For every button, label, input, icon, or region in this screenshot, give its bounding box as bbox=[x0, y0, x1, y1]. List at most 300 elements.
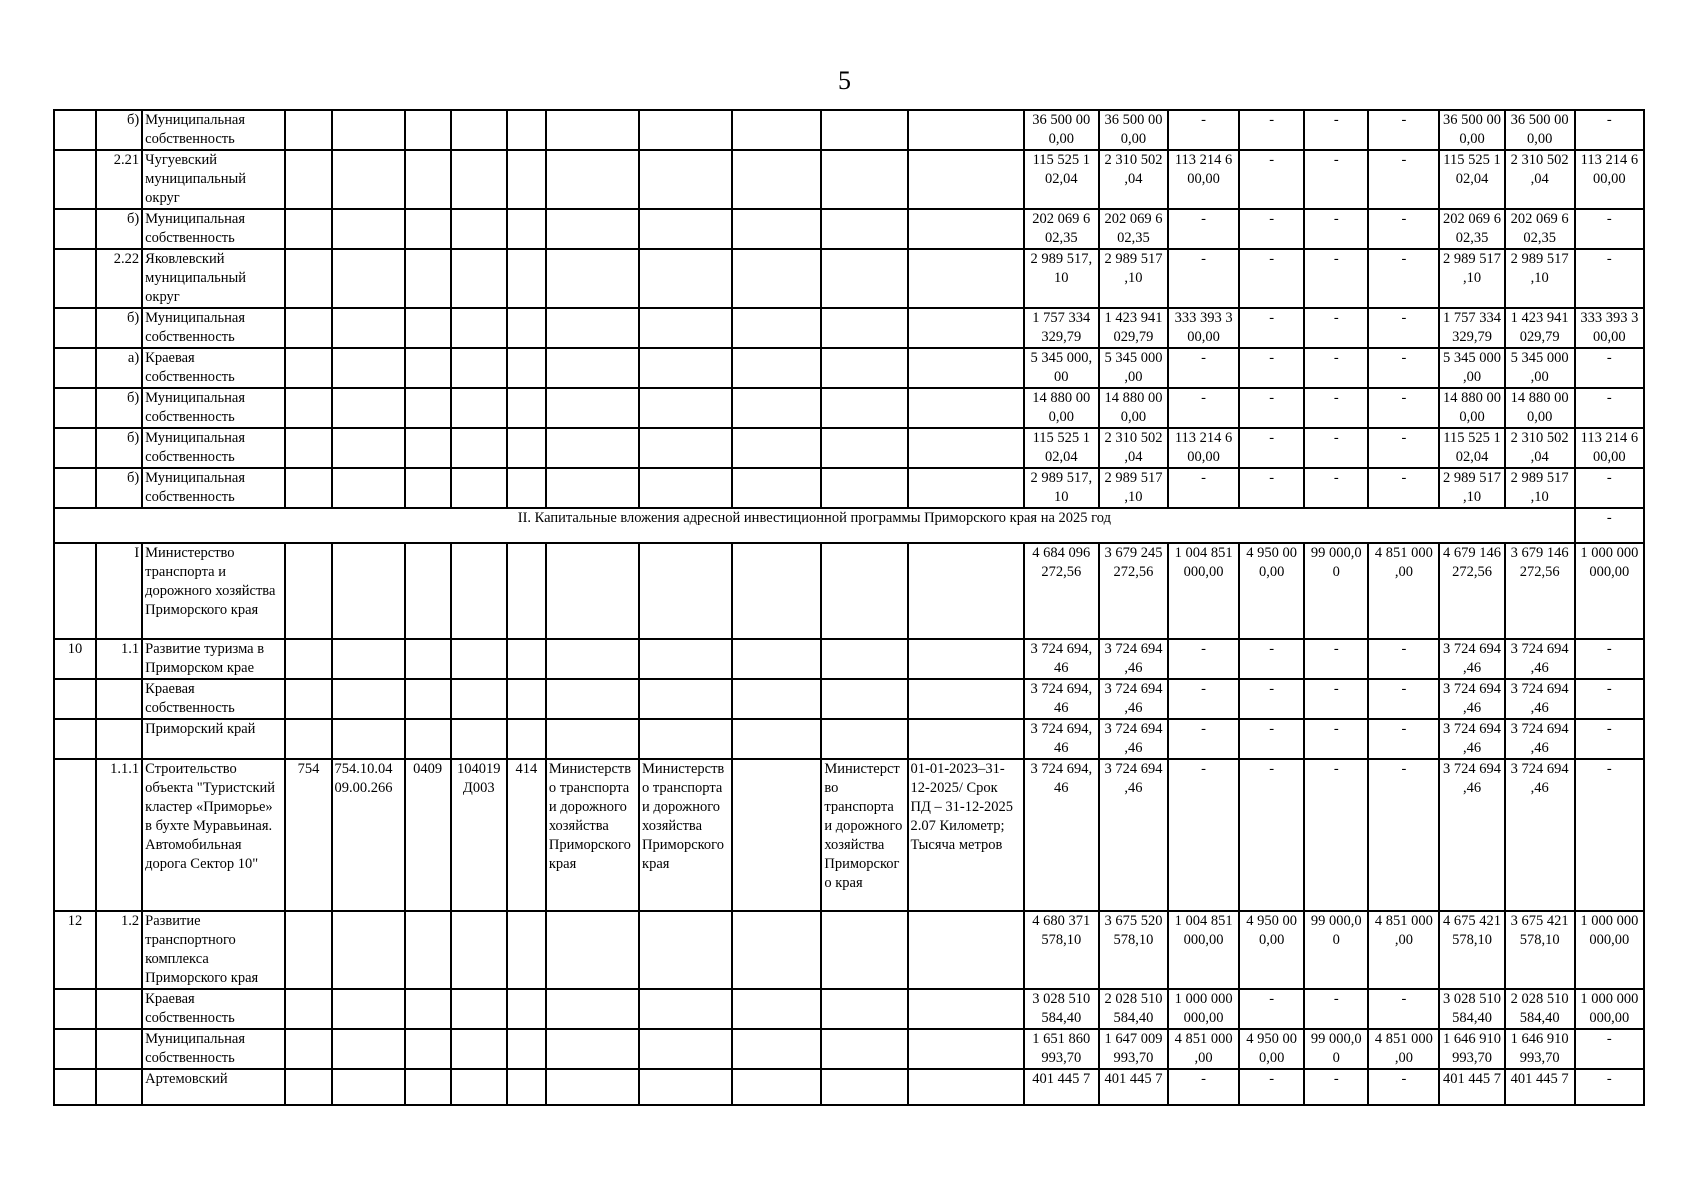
table-cell-col-8 bbox=[507, 468, 546, 508]
table-cell-col-21: 3 675 421 578,10 bbox=[1505, 911, 1575, 989]
table-cell-col-14: 3 724 694, 46 bbox=[1024, 719, 1099, 759]
table-cell-col-16: - bbox=[1168, 110, 1239, 150]
table-cell-col-18: - bbox=[1304, 209, 1368, 249]
table-cell-col-21: 3 679 146 272,56 bbox=[1505, 543, 1575, 639]
table-cell-col-19: - bbox=[1368, 249, 1439, 308]
table-cell-col-2: 2.22 bbox=[96, 249, 142, 308]
table-cell-col-6 bbox=[405, 209, 451, 249]
table-cell-col-7 bbox=[451, 308, 507, 348]
table-cell-col-22: - bbox=[1575, 348, 1644, 388]
table-cell-col-2: б) bbox=[96, 428, 142, 468]
table-cell-col-1 bbox=[54, 719, 96, 759]
table-cell-col-9 bbox=[546, 348, 639, 388]
table-cell-col-2: б) bbox=[96, 308, 142, 348]
table-cell-col-9 bbox=[546, 989, 639, 1029]
table-cell-col-15: 1 423 941 029,79 bbox=[1099, 308, 1168, 348]
table-cell-col-20: 115 525 1 02,04 bbox=[1439, 428, 1504, 468]
table-cell-col-22: - bbox=[1575, 110, 1644, 150]
table-cell-col-22: - bbox=[1575, 468, 1644, 508]
table-cell-col-9: Министерство транспорта и дорожного хозяйства Приморского края bbox=[546, 759, 639, 911]
table-cell-col-19: 4 851 000 ,00 bbox=[1368, 911, 1439, 989]
table-cell-col-16: - bbox=[1168, 639, 1239, 679]
table-cell-col-15: 1 647 009 993,70 bbox=[1099, 1029, 1168, 1069]
table-cell-col-15: 401 445 7 bbox=[1099, 1069, 1168, 1105]
table-cell-col-14: 3 724 694, 46 bbox=[1024, 759, 1099, 911]
table-cell-col-21: 202 069 6 02,35 bbox=[1505, 209, 1575, 249]
table-cell-col-15: 3 724 694 ,46 bbox=[1099, 639, 1168, 679]
table-cell-col-14: 1 757 334 329,79 bbox=[1024, 308, 1099, 348]
table-cell-col-3: Муниципальная собственность bbox=[142, 308, 285, 348]
table-cell-col-12 bbox=[821, 428, 907, 468]
table-cell-col-5 bbox=[332, 468, 405, 508]
table-cell-col-21: 2 989 517 ,10 bbox=[1505, 468, 1575, 508]
table-cell-col-5: 754.10.04 09.00.266 bbox=[332, 759, 405, 911]
table-cell-col-13 bbox=[908, 679, 1024, 719]
table-cell-col-8 bbox=[507, 348, 546, 388]
table-cell-col-7 bbox=[451, 1069, 507, 1105]
table-cell-col-11 bbox=[732, 428, 821, 468]
table-cell-col-14: 2 989 517, 10 bbox=[1024, 468, 1099, 508]
table-cell-col-10 bbox=[639, 1069, 732, 1105]
table-cell-col-21: 1 423 941 029,79 bbox=[1505, 308, 1575, 348]
table-cell-col-16: - bbox=[1168, 1069, 1239, 1105]
table-cell-col-12 bbox=[821, 1029, 907, 1069]
table-cell-col-19: - bbox=[1368, 348, 1439, 388]
table-cell-col-12 bbox=[821, 348, 907, 388]
table-cell-col-10: Министерство транспорта и дорожного хозяйства Приморского края bbox=[639, 759, 732, 911]
table-cell-col-3: Министерство транспорта и дорожного хозяйства Приморского края bbox=[142, 543, 285, 639]
table-cell-col-19: - bbox=[1368, 428, 1439, 468]
table-cell-col-13 bbox=[908, 1029, 1024, 1069]
table-cell-col-4 bbox=[285, 388, 331, 428]
table-cell-col-14: 202 069 6 02,35 bbox=[1024, 209, 1099, 249]
table-row bbox=[54, 249, 1644, 308]
table-cell-col-18: - bbox=[1304, 468, 1368, 508]
table-cell-col-10 bbox=[639, 110, 732, 150]
table-cell-col-3: Развитие транспортного комплекса Приморского края bbox=[142, 911, 285, 989]
table-cell-col-6 bbox=[405, 348, 451, 388]
table-cell-col-1 bbox=[54, 1069, 96, 1105]
table-cell-col-14: 4 680 371 578,10 bbox=[1024, 911, 1099, 989]
table-cell-col-21: 2 989 517 ,10 bbox=[1505, 249, 1575, 308]
table-cell-col-21: 3 724 694 ,46 bbox=[1505, 719, 1575, 759]
table-cell-col-11 bbox=[732, 639, 821, 679]
table-cell-col-16: 333 393 3 00,00 bbox=[1168, 308, 1239, 348]
table-cell-col-12 bbox=[821, 639, 907, 679]
table-row bbox=[54, 639, 1644, 679]
table-cell-col-16: - bbox=[1168, 209, 1239, 249]
table-cell-col-6 bbox=[405, 989, 451, 1029]
table-cell-col-17: - bbox=[1239, 639, 1304, 679]
table-cell-col-9 bbox=[546, 110, 639, 150]
table-cell-col-22: - bbox=[1575, 639, 1644, 679]
table-cell-col-9 bbox=[546, 639, 639, 679]
table-section-header bbox=[54, 508, 1644, 543]
table-cell-col-3: Приморский край bbox=[142, 719, 285, 759]
table-cell-col-22: 1 000 000 000,00 bbox=[1575, 543, 1644, 639]
table-cell-col-16: - bbox=[1168, 249, 1239, 308]
table-cell-col-9 bbox=[546, 308, 639, 348]
table-cell-col-15: 5 345 000 ,00 bbox=[1099, 348, 1168, 388]
table-cell-col-9 bbox=[546, 1069, 639, 1105]
table-cell-col-21: 36 500 00 0,00 bbox=[1505, 110, 1575, 150]
table-cell-col-20: 5 345 000 ,00 bbox=[1439, 348, 1504, 388]
table-cell-col-7 bbox=[451, 639, 507, 679]
table-cell-col-3: Муниципальная собственность bbox=[142, 388, 285, 428]
table-cell-col-17: - bbox=[1239, 150, 1304, 209]
table-cell-col-14: 1 651 860 993,70 bbox=[1024, 1029, 1099, 1069]
table-cell-col-20: 36 500 00 0,00 bbox=[1439, 110, 1504, 150]
table-cell-col-15: 202 069 6 02,35 bbox=[1099, 209, 1168, 249]
table-cell-col-4: 754 bbox=[285, 759, 331, 911]
table-cell-col-8 bbox=[507, 110, 546, 150]
table-cell-col-21: 1 646 910 993,70 bbox=[1505, 1029, 1575, 1069]
table-cell-col-20: 3 724 694 ,46 bbox=[1439, 719, 1504, 759]
table-cell-col-9 bbox=[546, 1029, 639, 1069]
table-cell-col-13 bbox=[908, 348, 1024, 388]
table-cell-col-20: 3 724 694 ,46 bbox=[1439, 639, 1504, 679]
table-cell-col-18: - bbox=[1304, 639, 1368, 679]
table-cell-col-13 bbox=[908, 1069, 1024, 1105]
table-cell-col-19: - bbox=[1368, 759, 1439, 911]
table-cell-col-18: - bbox=[1304, 719, 1368, 759]
section-title: II. Капитальные вложения адресной инвестиционной программы Приморского края на 2025 год bbox=[54, 508, 1575, 543]
table-cell-col-19: 4 851 000 ,00 bbox=[1368, 1029, 1439, 1069]
table-cell-col-9 bbox=[546, 150, 639, 209]
table-cell-col-8 bbox=[507, 1029, 546, 1069]
table-cell-col-17: - bbox=[1239, 388, 1304, 428]
table-cell-col-22: - bbox=[1575, 249, 1644, 308]
table-cell-col-5 bbox=[332, 428, 405, 468]
table-cell-col-3: Муниципальная собственность bbox=[142, 468, 285, 508]
table-row bbox=[54, 428, 1644, 468]
table-cell-col-4 bbox=[285, 1029, 331, 1069]
table-cell-col-3: Муниципальная собственность bbox=[142, 110, 285, 150]
table-cell-col-14: 2 989 517, 10 bbox=[1024, 249, 1099, 308]
table-cell-col-21: 2 028 510 584,40 bbox=[1505, 989, 1575, 1029]
table-cell-col-19: - bbox=[1368, 150, 1439, 209]
table-cell-col-13 bbox=[908, 911, 1024, 989]
table-cell-col-20: 1 757 334 329,79 bbox=[1439, 308, 1504, 348]
table-cell-col-16: 1 000 000 000,00 bbox=[1168, 989, 1239, 1029]
table-cell-col-11 bbox=[732, 759, 821, 911]
table-cell-col-9 bbox=[546, 209, 639, 249]
table-cell-col-10 bbox=[639, 388, 732, 428]
table-cell-col-7 bbox=[451, 249, 507, 308]
table-cell-col-11 bbox=[732, 209, 821, 249]
table-cell-col-2: б) bbox=[96, 468, 142, 508]
table-cell-col-3: Развитие туризма в Приморском крае bbox=[142, 639, 285, 679]
table-cell-col-18: 99 000,0 0 bbox=[1304, 543, 1368, 639]
table-cell-col-1 bbox=[54, 308, 96, 348]
table-cell-col-6 bbox=[405, 639, 451, 679]
table-cell-col-4 bbox=[285, 348, 331, 388]
table-cell-col-13 bbox=[908, 639, 1024, 679]
table-cell-col-18: - bbox=[1304, 679, 1368, 719]
table-row bbox=[54, 468, 1644, 508]
table-cell-col-10 bbox=[639, 911, 732, 989]
table-cell-col-13 bbox=[908, 150, 1024, 209]
table-cell-col-1 bbox=[54, 249, 96, 308]
table-cell-col-17: - bbox=[1239, 468, 1304, 508]
table-cell-col-16: - bbox=[1168, 759, 1239, 911]
table-cell-col-21: 14 880 00 0,00 bbox=[1505, 388, 1575, 428]
table-cell-col-4 bbox=[285, 468, 331, 508]
table-cell-col-11 bbox=[732, 1029, 821, 1069]
table-cell-col-10 bbox=[639, 1029, 732, 1069]
table-cell-col-18: 99 000,0 0 bbox=[1304, 911, 1368, 989]
table-body-section-2 bbox=[54, 543, 1644, 1105]
table-cell-col-6 bbox=[405, 719, 451, 759]
table-cell-col-15: 3 675 520 578,10 bbox=[1099, 911, 1168, 989]
table-cell-col-19: - bbox=[1368, 989, 1439, 1029]
table-cell-col-5 bbox=[332, 719, 405, 759]
table-cell-col-17: 4 950 00 0,00 bbox=[1239, 543, 1304, 639]
budget-table bbox=[53, 109, 1645, 1106]
table-cell-col-16: 1 004 851 000,00 bbox=[1168, 911, 1239, 989]
table-cell-col-16: 113 214 6 00,00 bbox=[1168, 428, 1239, 468]
table-cell-col-12: Министерство транспорта и дорожного хозяйства Приморского края bbox=[821, 759, 907, 911]
table-cell-col-1: 12 bbox=[54, 911, 96, 989]
table-cell-col-13 bbox=[908, 110, 1024, 150]
table-cell-col-6 bbox=[405, 911, 451, 989]
table-cell-col-13 bbox=[908, 989, 1024, 1029]
table-cell-col-3: Краевая собственность bbox=[142, 989, 285, 1029]
table-cell-col-20: 115 525 1 02,04 bbox=[1439, 150, 1504, 209]
table-cell-col-2 bbox=[96, 989, 142, 1029]
table-cell-col-1 bbox=[54, 428, 96, 468]
table-cell-col-4 bbox=[285, 209, 331, 249]
table-cell-col-6 bbox=[405, 428, 451, 468]
table-cell-col-9 bbox=[546, 679, 639, 719]
table-cell-col-11 bbox=[732, 911, 821, 989]
table-cell-col-6 bbox=[405, 1069, 451, 1105]
table-cell-col-21: 401 445 7 bbox=[1505, 1069, 1575, 1105]
table-cell-col-7 bbox=[451, 543, 507, 639]
table-cell-col-11 bbox=[732, 679, 821, 719]
table-cell-col-2: I bbox=[96, 543, 142, 639]
table-cell-col-10 bbox=[639, 543, 732, 639]
table-cell-col-18: - bbox=[1304, 1069, 1368, 1105]
table-cell-col-10 bbox=[639, 468, 732, 508]
table-cell-col-18: - bbox=[1304, 759, 1368, 911]
table-cell-col-13: 01-01-2023–31-12-2025/ Срок ПД – 31-12-2025 2.07 Километр; Тысяча метров bbox=[908, 759, 1024, 911]
table-cell-col-21: 3 724 694 ,46 bbox=[1505, 759, 1575, 911]
table-cell-col-14: 3 724 694, 46 bbox=[1024, 679, 1099, 719]
table-cell-col-14: 3 028 510 584,40 bbox=[1024, 989, 1099, 1029]
table-cell-col-10 bbox=[639, 308, 732, 348]
table-cell-col-10 bbox=[639, 209, 732, 249]
table-cell-col-19: - bbox=[1368, 719, 1439, 759]
table-cell-col-12 bbox=[821, 1069, 907, 1105]
table-cell-col-10 bbox=[639, 989, 732, 1029]
table-cell-col-4 bbox=[285, 428, 331, 468]
table-cell-col-16: - bbox=[1168, 679, 1239, 719]
table-cell-col-6 bbox=[405, 150, 451, 209]
table-cell-col-10 bbox=[639, 679, 732, 719]
table-cell-col-6 bbox=[405, 249, 451, 308]
table-cell-col-18: 99 000,0 0 bbox=[1304, 1029, 1368, 1069]
table-cell-col-8 bbox=[507, 719, 546, 759]
table-cell-col-7 bbox=[451, 719, 507, 759]
table-cell-col-8 bbox=[507, 308, 546, 348]
table-cell-col-20: 2 989 517 ,10 bbox=[1439, 249, 1504, 308]
table-cell-col-12 bbox=[821, 150, 907, 209]
table-cell-col-8: 414 bbox=[507, 759, 546, 911]
table-cell-col-1 bbox=[54, 543, 96, 639]
table-row bbox=[54, 679, 1644, 719]
table-cell-col-5 bbox=[332, 543, 405, 639]
table-row bbox=[54, 150, 1644, 209]
table-cell-col-15: 3 724 694 ,46 bbox=[1099, 719, 1168, 759]
table-cell-col-14: 115 525 1 02,04 bbox=[1024, 428, 1099, 468]
section-last-cell: - bbox=[1575, 508, 1644, 543]
table-cell-col-5 bbox=[332, 679, 405, 719]
table-row bbox=[54, 989, 1644, 1029]
table-cell-col-10 bbox=[639, 428, 732, 468]
table-cell-col-19: - bbox=[1368, 388, 1439, 428]
table-cell-col-1 bbox=[54, 150, 96, 209]
table-cell-col-20: 4 679 146 272,56 bbox=[1439, 543, 1504, 639]
table-cell-col-17: 4 950 00 0,00 bbox=[1239, 911, 1304, 989]
table-cell-col-7 bbox=[451, 468, 507, 508]
table-cell-col-11 bbox=[732, 249, 821, 308]
table-cell-col-12 bbox=[821, 543, 907, 639]
table-cell-col-13 bbox=[908, 308, 1024, 348]
table-cell-col-14: 14 880 00 0,00 bbox=[1024, 388, 1099, 428]
table-cell-col-5 bbox=[332, 388, 405, 428]
table-cell-col-9 bbox=[546, 428, 639, 468]
table-cell-col-18: - bbox=[1304, 348, 1368, 388]
table-cell-col-8 bbox=[507, 209, 546, 249]
table-cell-col-3: Муниципальная собственность bbox=[142, 428, 285, 468]
table-cell-col-15: 3 679 245 272,56 bbox=[1099, 543, 1168, 639]
table-cell-col-17: - bbox=[1239, 719, 1304, 759]
table-cell-col-18: - bbox=[1304, 249, 1368, 308]
table-cell-col-7 bbox=[451, 911, 507, 989]
table-cell-col-17: - bbox=[1239, 989, 1304, 1029]
table-cell-col-7 bbox=[451, 150, 507, 209]
table-cell-col-9 bbox=[546, 468, 639, 508]
table-cell-col-18: - bbox=[1304, 308, 1368, 348]
table-cell-col-17: - bbox=[1239, 348, 1304, 388]
table-cell-col-12 bbox=[821, 249, 907, 308]
table-cell-col-6 bbox=[405, 308, 451, 348]
table-cell-col-16: 1 004 851 000,00 bbox=[1168, 543, 1239, 639]
table-cell-col-3: Строительство объекта "Туристский кластер «Приморье» в бухте Муравьиная. Автомобильная дорога Сектор 10" bbox=[142, 759, 285, 911]
table-cell-col-11 bbox=[732, 1069, 821, 1105]
table-cell-col-8 bbox=[507, 1069, 546, 1105]
table-cell-col-1 bbox=[54, 468, 96, 508]
table-cell-col-6: 0409 bbox=[405, 759, 451, 911]
table-cell-col-2 bbox=[96, 1029, 142, 1069]
table-cell-col-11 bbox=[732, 348, 821, 388]
table-cell-col-11 bbox=[732, 719, 821, 759]
table-cell-col-10 bbox=[639, 719, 732, 759]
table-row bbox=[54, 1069, 1644, 1105]
table-cell-col-14: 36 500 00 0,00 bbox=[1024, 110, 1099, 150]
table-row bbox=[54, 388, 1644, 428]
table-cell-col-12 bbox=[821, 209, 907, 249]
table-cell-col-7 bbox=[451, 428, 507, 468]
table-cell-col-2: б) bbox=[96, 110, 142, 150]
table-cell-col-22: - bbox=[1575, 679, 1644, 719]
section-row bbox=[54, 508, 1644, 543]
table-cell-col-18: - bbox=[1304, 388, 1368, 428]
table-cell-col-13 bbox=[908, 428, 1024, 468]
table-cell-col-8 bbox=[507, 543, 546, 639]
table-cell-col-2 bbox=[96, 719, 142, 759]
table-cell-col-22: - bbox=[1575, 1029, 1644, 1069]
table-cell-col-3: Чугуевский муниципальный округ bbox=[142, 150, 285, 209]
table-cell-col-16: 113 214 6 00,00 bbox=[1168, 150, 1239, 209]
table-cell-col-20: 202 069 6 02,35 bbox=[1439, 209, 1504, 249]
table-cell-col-5 bbox=[332, 150, 405, 209]
table-cell-col-2: б) bbox=[96, 209, 142, 249]
table-cell-col-19: - bbox=[1368, 209, 1439, 249]
table-cell-col-17: - bbox=[1239, 759, 1304, 911]
table-cell-col-20: 2 989 517 ,10 bbox=[1439, 468, 1504, 508]
table-cell-col-5 bbox=[332, 989, 405, 1029]
table-cell-col-4 bbox=[285, 639, 331, 679]
table-cell-col-10 bbox=[639, 639, 732, 679]
table-cell-col-1 bbox=[54, 110, 96, 150]
table-cell-col-6 bbox=[405, 679, 451, 719]
table-cell-col-9 bbox=[546, 543, 639, 639]
table-cell-col-17: - bbox=[1239, 110, 1304, 150]
table-cell-col-11 bbox=[732, 468, 821, 508]
table-cell-col-8 bbox=[507, 639, 546, 679]
table-cell-col-4 bbox=[285, 110, 331, 150]
table-cell-col-4 bbox=[285, 1069, 331, 1105]
table-cell-col-22: - bbox=[1575, 759, 1644, 911]
table-cell-col-7 bbox=[451, 679, 507, 719]
table-cell-col-19: - bbox=[1368, 679, 1439, 719]
table-cell-col-1 bbox=[54, 679, 96, 719]
table-cell-col-5 bbox=[332, 1029, 405, 1069]
table-cell-col-9 bbox=[546, 719, 639, 759]
table-cell-col-22: 113 214 6 00,00 bbox=[1575, 428, 1644, 468]
table-cell-col-17: 4 950 00 0,00 bbox=[1239, 1029, 1304, 1069]
table-cell-col-11 bbox=[732, 989, 821, 1029]
table-cell-col-13 bbox=[908, 543, 1024, 639]
table-cell-col-13 bbox=[908, 209, 1024, 249]
table-cell-col-19: - bbox=[1368, 639, 1439, 679]
table-cell-col-3: Краевая собственность bbox=[142, 679, 285, 719]
table-cell-col-10 bbox=[639, 348, 732, 388]
table-cell-col-12 bbox=[821, 719, 907, 759]
table-cell-col-11 bbox=[732, 150, 821, 209]
table-cell-col-19: - bbox=[1368, 1069, 1439, 1105]
table-cell-col-20: 401 445 7 bbox=[1439, 1069, 1504, 1105]
table-cell-col-14: 3 724 694, 46 bbox=[1024, 639, 1099, 679]
table-row bbox=[54, 110, 1644, 150]
table-cell-col-8 bbox=[507, 989, 546, 1029]
table-cell-col-3: Яковлевский муниципальный округ bbox=[142, 249, 285, 308]
table-cell-col-15: 2 310 502 ,04 bbox=[1099, 150, 1168, 209]
table-cell-col-15: 3 724 694 ,46 bbox=[1099, 759, 1168, 911]
table-cell-col-14: 401 445 7 bbox=[1024, 1069, 1099, 1105]
table-cell-col-12 bbox=[821, 468, 907, 508]
table-cell-col-1 bbox=[54, 348, 96, 388]
table-cell-col-16: - bbox=[1168, 388, 1239, 428]
table-cell-col-4 bbox=[285, 719, 331, 759]
table-cell-col-7 bbox=[451, 348, 507, 388]
table-cell-col-12 bbox=[821, 308, 907, 348]
table-cell-col-22: - bbox=[1575, 209, 1644, 249]
table-cell-col-17: - bbox=[1239, 1069, 1304, 1105]
table-cell-col-22: - bbox=[1575, 719, 1644, 759]
